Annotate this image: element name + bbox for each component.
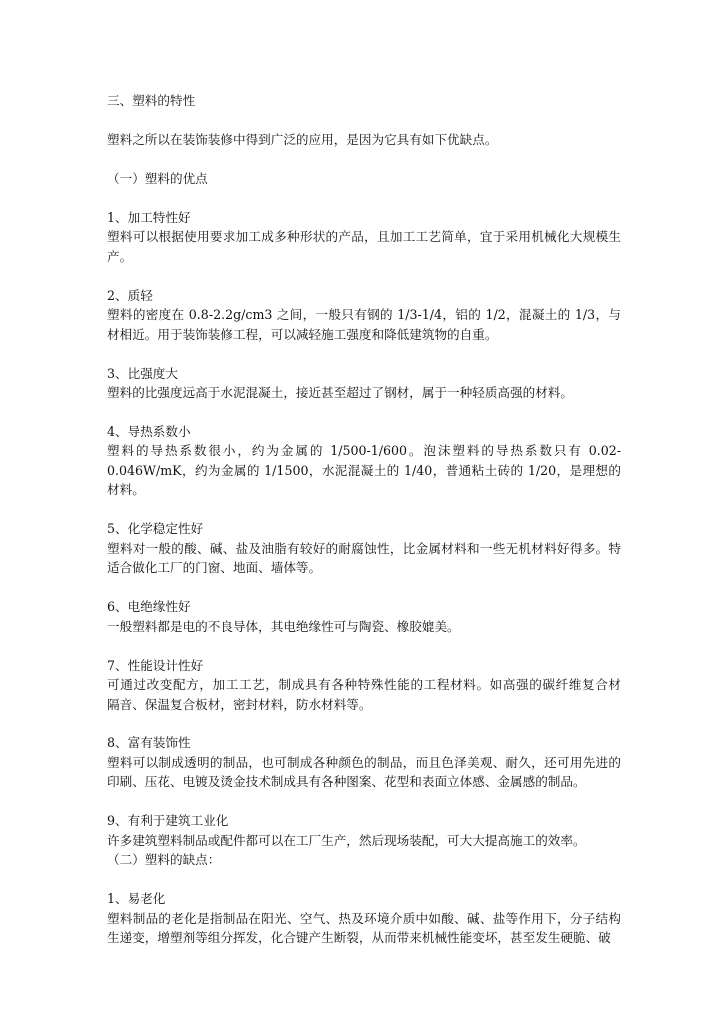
paragraph-line: 塑料之所以在装饰装修中得到广泛的应用，是因为它具有如下优缺点。: [107, 131, 498, 147]
section-heading: [107, 91, 621, 110]
paragraph-line: 许多建筑塑料制品或配件都可以在工厂生产，然后现场装配，可大大提高施工的效率。: [107, 832, 586, 848]
paragraph-line: 隔音、保温复合板材，密封材料，防水材料等。: [107, 696, 372, 712]
heading-text: 4、导热系数小: [107, 423, 191, 439]
section-heading: [107, 422, 621, 441]
document-page: [107, 91, 621, 948]
paragraph-line: 塑料可以根据使用要求加工成多种形状的产品，且加工工艺简单，宜于采用机械化大规模生: [107, 229, 621, 245]
paragraph-line: 塑料的导热系数很小，约为金属的 1/500-1/600。泡沫塑料的导热系数只有 0.02-: [107, 443, 621, 459]
section-heading: [107, 208, 621, 227]
paragraph: [107, 753, 621, 792]
heading-text: 5、化学稳定性好: [107, 521, 204, 537]
paragraph-line: 塑料对一般的酸、碱、盐及油脂有较好的耐腐蚀性，比金属材料和一些无机材料好得多。特: [107, 540, 621, 556]
paragraph-line: 可通过改变配方，加工工艺，制成具有各种特殊性能的工程材料。如高强的碳纤维复合材: [107, 677, 621, 693]
paragraph-line: 材相近。用于装饰装修工程，可以减轻施工强度和降低建筑物的自重。: [107, 326, 498, 342]
blank-line: [107, 714, 621, 733]
paragraph: [107, 305, 621, 344]
paragraph-line: 材料。: [107, 482, 145, 498]
blank-line: [107, 110, 621, 129]
paragraph-line: 印刷、压花、电镀及烫金技术制成具有各种图案、花型和表面立体感、金属感的制品。: [107, 774, 586, 790]
blank-line: [107, 344, 621, 363]
paragraph-line: 0.046W/mK，约为金属的 1/1500，水泥混凝土的 1/40，普通粘土砖的 1/20，是理想的: [107, 462, 621, 478]
heading-text: 7、性能设计性好: [107, 657, 204, 673]
blank-line: [107, 500, 621, 519]
paragraph-line: 塑料的比强度远高于水泥混凝土，接近甚至超过了钢材，属于一种轻质高强的材料。: [107, 385, 573, 401]
paragraph-line: 塑料制品的老化是指制品在阳光、空气、热及环境介质中如酸、碱、盐等作用下，分子结构: [107, 910, 621, 926]
paragraph-line: 一般塑料都是电的不良导体，其电绝缘性可与陶瓷、橡胶媲美。: [107, 618, 460, 634]
heading-text: （二）塑料的缺点：: [107, 852, 221, 868]
paragraph-line: 适合做化工厂的门窗、地面、墙体等。: [107, 560, 322, 576]
section-heading: [107, 733, 621, 752]
section-heading: [107, 169, 621, 188]
section-heading: [107, 656, 621, 675]
blank-line: [107, 578, 621, 597]
blank-line: [107, 792, 621, 811]
blank-line: [107, 188, 621, 207]
paragraph: [107, 130, 621, 149]
heading-text: （一）塑料的优点: [107, 170, 208, 186]
paragraph: [107, 617, 621, 636]
paragraph-line: 产。: [107, 248, 133, 264]
heading-text: 9、有利于建筑工业化: [107, 813, 229, 829]
section-heading: [107, 889, 621, 908]
paragraph: [107, 909, 621, 948]
paragraph: [107, 831, 621, 850]
paragraph: [107, 383, 621, 402]
blank-line: [107, 403, 621, 422]
blank-line: [107, 149, 621, 168]
paragraph: [107, 675, 621, 714]
paragraph: [107, 441, 621, 499]
section-heading: [107, 364, 621, 383]
heading-text: 6、电绝缘性好: [107, 599, 191, 615]
section-heading: [107, 850, 621, 869]
paragraph-line: 塑料的密度在 0.8-2.2g/cm3 之间，一般只有钢的 1/3-1/4，铝的 1/2，混凝土的 1/3，与: [107, 307, 621, 323]
heading-text: 1、加工特性好: [107, 209, 191, 225]
section-heading: [107, 811, 621, 830]
heading-text: 三、塑料的特性: [107, 93, 196, 108]
blank-line: [107, 266, 621, 285]
blank-line: [107, 870, 621, 889]
paragraph-line: 生递变，增塑剂等组分挥发，化合键产生断裂，从而带来机械性能变坏，甚至发生硬脆、破: [107, 930, 611, 946]
blank-line: [107, 636, 621, 655]
section-heading: [107, 286, 621, 305]
heading-text: 1、易老化: [107, 891, 166, 907]
paragraph: [107, 227, 621, 266]
heading-text: 3、比强度大: [107, 365, 178, 381]
section-heading: [107, 519, 621, 538]
heading-text: 2、质轻: [107, 287, 153, 303]
paragraph: [107, 539, 621, 578]
section-heading: [107, 597, 621, 616]
heading-text: 8、富有装饰性: [107, 735, 191, 751]
paragraph-line: 塑料可以制成透明的制品，也可制成各种颜色的制品，而且色泽美观、耐久，还可用先进的: [107, 754, 621, 770]
